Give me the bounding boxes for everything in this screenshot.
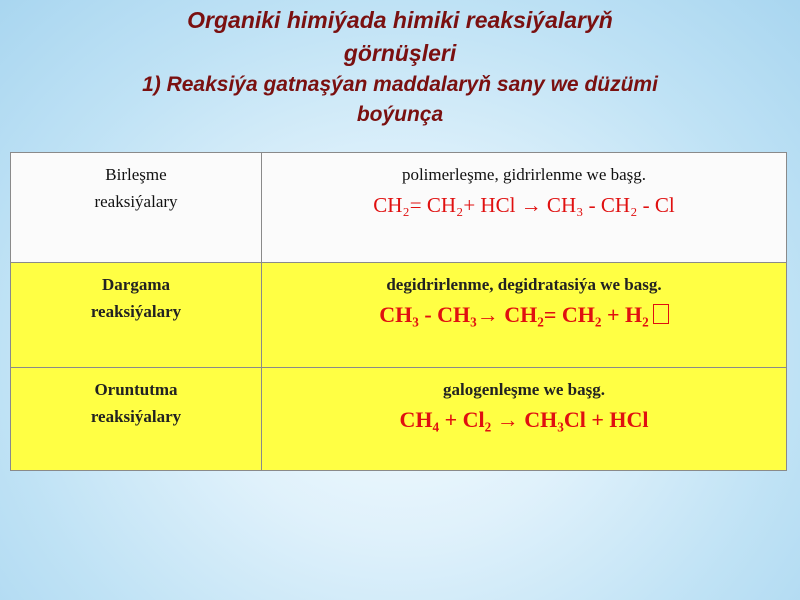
reaction-formula: CH₂= CH₂+ HCl → CH₃ - CH₂ - Cl <box>373 193 675 217</box>
reaction-formula-text: CH₃ - CH₃→ CH₂= CH₂ + H₂ <box>379 302 649 327</box>
reaction-description-cell <box>262 263 787 368</box>
reaction-type-name: Dargama <box>102 275 170 294</box>
reaction-type-cell <box>11 263 262 368</box>
reaction-description-cell <box>262 368 787 471</box>
reaction-types-table <box>10 152 787 471</box>
reaction-examples: polimerleşme, gidrirlenme we başg. <box>401 165 647 184</box>
title-line-2: görnüşleri <box>343 40 457 66</box>
reaction-type-cell <box>11 153 262 263</box>
table-row <box>11 263 787 368</box>
title-line-1: Organiki himiýada himiki reaksiýalaryň <box>187 7 613 33</box>
reaction-type-name: Oruntutma <box>94 380 178 399</box>
subtitle-line-2: boýunça <box>356 103 444 126</box>
reaction-type-name: Birleşme <box>105 165 167 184</box>
reaction-examples: galogenleşme we başg. <box>443 380 605 399</box>
reaction-type-cell <box>11 368 262 471</box>
reaction-type-name-suffix: reaksiýalary <box>94 192 178 211</box>
reaction-formula: CH₄ + Cl₂ → CH₃Cl + HCl <box>399 407 649 432</box>
subtitle-line-1: 1) Reaksiýa gatnaşýan maddalaryň sany we düzümi <box>142 73 658 96</box>
table-row <box>11 153 787 263</box>
reaction-type-name-suffix: reaksiýalary <box>90 302 182 321</box>
table-row <box>11 368 787 471</box>
reaction-description-cell <box>262 153 787 263</box>
reaction-type-name-suffix: reaksiýalary <box>90 407 182 426</box>
reaction-formula <box>268 299 780 331</box>
reaction-examples: degidrirlenme, degidratasiýa we basg. <box>386 275 662 294</box>
missing-glyph-box-icon <box>653 304 669 324</box>
slide-title <box>0 4 800 130</box>
